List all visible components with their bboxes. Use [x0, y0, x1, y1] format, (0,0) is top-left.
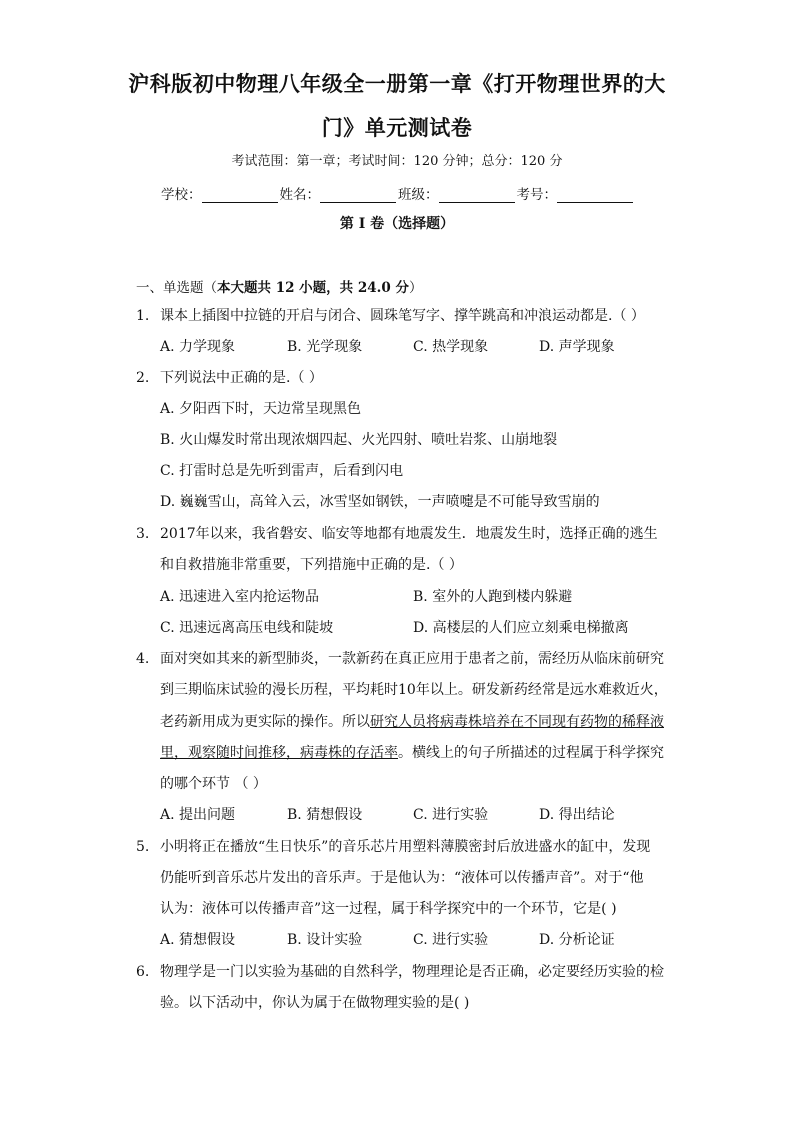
- class-blank: [439, 188, 515, 203]
- exam-title-line-1: 沪科版初中物理八年级全一册第一章《打开物理世界的大: [128, 71, 666, 96]
- school-label: 学校：: [161, 187, 202, 203]
- option-c[interactable]: C. 进行实验: [413, 932, 489, 948]
- exam-meta: 考试范围：第一章；考试时间：120 分钟；总分：120 分: [231, 154, 563, 169]
- option-d[interactable]: D. 高楼层的人们应立刻乘电梯撤离: [413, 620, 629, 636]
- option-b[interactable]: B. 火山爆发时常出现浓烟四起、火光四射、喷吐岩浆、山崩地裂: [160, 432, 558, 448]
- question-number: 5.: [136, 839, 150, 855]
- school-blank: [202, 188, 278, 203]
- question-number: 4.: [136, 651, 150, 667]
- option-d[interactable]: D. 得出结论: [539, 807, 615, 823]
- question-number: 2.: [136, 370, 150, 386]
- name-blank: [320, 188, 396, 203]
- underlined-sentence: 研究人员将病毒株培养在不同现有药物的稀释液: [370, 714, 664, 730]
- name-label: 姓名：: [279, 187, 320, 203]
- question-text-line-2: 到三期临床试验的漫长历程，平均耗时10年以上。研发新药经常是远水难救近火，: [160, 682, 668, 698]
- option-a[interactable]: A. 提出问题: [160, 807, 236, 823]
- question-text-segment: 。横线上的句子所描述的过程属于科学探究: [398, 745, 664, 761]
- section-prefix: 一、单选题（: [136, 280, 217, 296]
- question-text-line-3: 认为：液体可以传播声音”这一过程，属于科学探究中的一个环节，它是( ): [160, 901, 617, 917]
- class-label: 班级：: [398, 187, 439, 203]
- question-text: 课本上插图中拉链的开启与闭合、圆珠笔写字、撑竿跳高和冲浪运动都是.（ ）: [160, 308, 645, 324]
- option-c[interactable]: C. 迅速远离高压电线和陡坡: [160, 620, 334, 636]
- option-c[interactable]: C. 热学现象: [413, 339, 489, 355]
- question-text-line-1: 2017年以来，我省磐安、临安等地都有地震发生．地震发生时，选择正确的逃生: [160, 526, 658, 542]
- question-text-segment: 老药新用成为更实际的操作。所以: [160, 714, 370, 730]
- question-text-line-2: 验。以下活动中，你认为属于在做物理实验的是( ): [160, 995, 470, 1011]
- question-number: 6.: [136, 964, 150, 980]
- option-b[interactable]: B. 光学现象: [287, 339, 363, 355]
- option-c[interactable]: C. 进行实验: [413, 807, 489, 823]
- option-a[interactable]: A. 迅速进入室内抢运物品: [160, 589, 320, 605]
- underlined-sentence: 里，观察随时间推移，病毒株的存活率: [160, 745, 398, 761]
- question-text-line-2: 仍能听到音乐芯片发出的音乐声。于是他认为：“液体可以传播声音”。对于“他: [160, 870, 644, 886]
- section-suffix: ）: [408, 280, 423, 296]
- question-text-line-3: [160, 712, 664, 732]
- section-heading: [136, 276, 422, 296]
- question-text-line-4: [160, 743, 664, 763]
- option-a[interactable]: A. 力学现象: [160, 339, 236, 355]
- option-b[interactable]: B. 设计实验: [287, 932, 363, 948]
- option-d[interactable]: D. 巍巍雪山，高耸入云，冰雪坚如钢铁，一声喷嚏是不可能导致雪崩的: [160, 494, 600, 510]
- volume-title: 第 I 卷（选择题）: [339, 216, 455, 232]
- id-blank: [557, 188, 633, 203]
- question-text-line-2: 和自救措施非常重要，下列措施中正确的是.（ ）: [160, 557, 463, 573]
- option-a[interactable]: A. 夕阳西下时，天边常呈现黑色: [160, 401, 362, 417]
- section-detail: 本大题共 12 小题，共 24.0 分: [217, 280, 409, 296]
- student-info-row: [161, 183, 635, 203]
- question-text-line-5: 的哪个环节 （ ）: [160, 776, 267, 792]
- question-text: 下列说法中正确的是.（ ）: [160, 370, 323, 386]
- question-number: 1.: [136, 308, 150, 324]
- question-text-line-1: 面对突如其来的新型肺炎，一款新药在真正应用于患者之前，需经历从临床前研究: [160, 651, 664, 667]
- option-a[interactable]: A. 猜想假设: [160, 932, 236, 948]
- exam-title-line-2: 门》单元测试卷: [321, 115, 473, 140]
- question-number: 3.: [136, 526, 150, 542]
- question-text-line-1: 物理学是一门以实验为基础的自然科学，物理理论是否正确，必定要经历实验的检: [160, 964, 664, 980]
- option-c[interactable]: C. 打雷时总是先听到雷声，后看到闪电: [160, 463, 404, 479]
- question-text-line-1: 小明将正在播放“生日快乐”的音乐芯片用塑料薄膜密封后放进盛水的缸中，发现: [160, 839, 651, 855]
- option-d[interactable]: D. 分析论证: [539, 932, 615, 948]
- id-label: 考号：: [516, 187, 557, 203]
- option-b[interactable]: B. 猜想假设: [287, 807, 363, 823]
- option-b[interactable]: B. 室外的人跑到楼内躲避: [413, 589, 573, 605]
- option-d[interactable]: D. 声学现象: [539, 339, 615, 355]
